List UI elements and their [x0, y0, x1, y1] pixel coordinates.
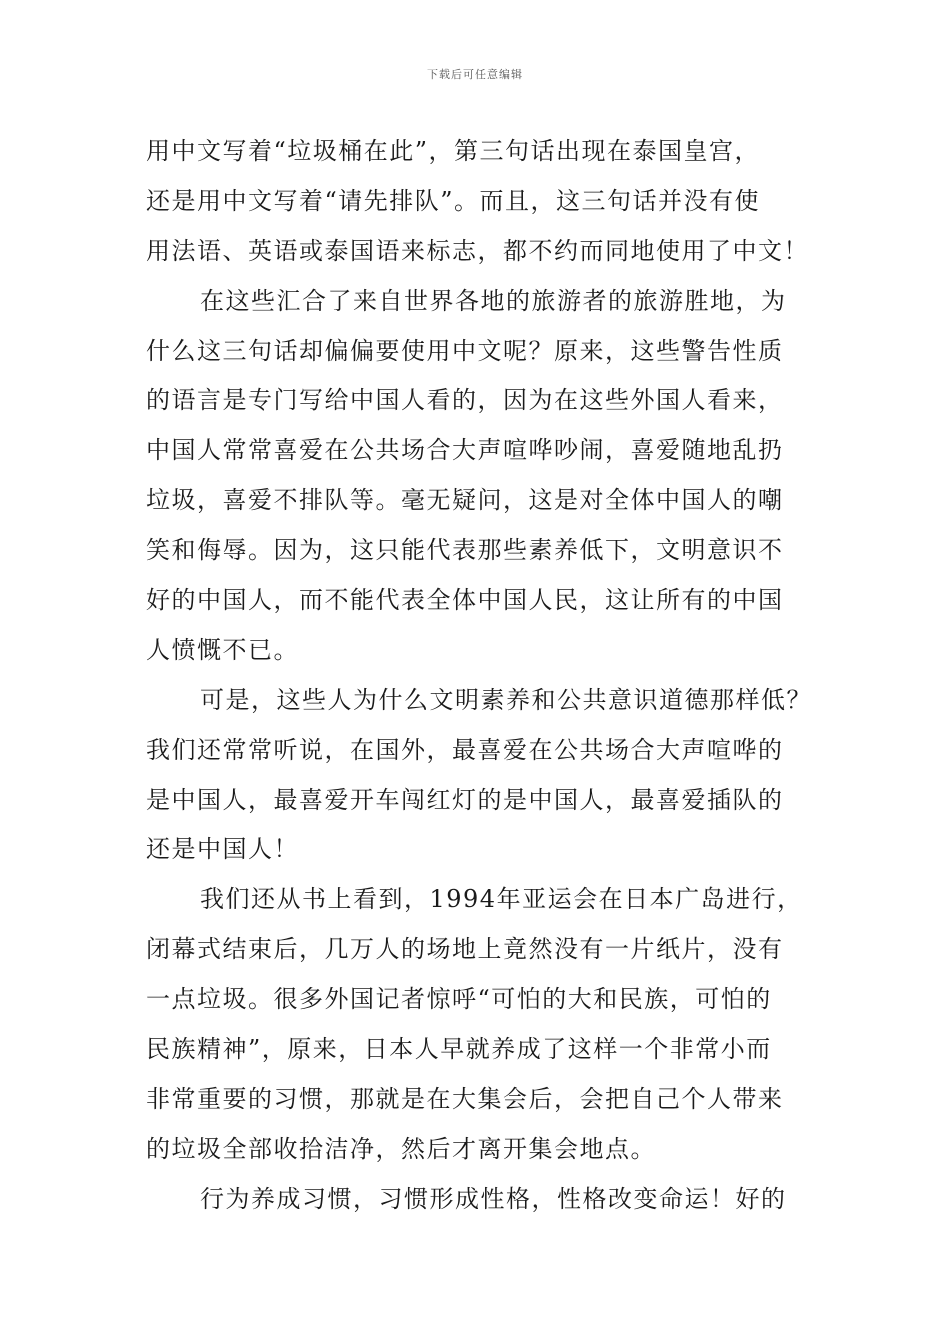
document-body [146, 127, 836, 1225]
text-line: 还是用中文写着“请先排队”。而且，这三句话并没有使 [146, 186, 761, 215]
text-line: 是中国人，最喜爱开车闯红灯的是中国人，最喜爱插队的 [146, 785, 784, 814]
text-line: 非常重要的习惯，那就是在大集会后，会把自己个人带来 [146, 1084, 784, 1113]
text-line: 一点垃圾。很多外国记者惊呼“可怕的大和民族，可怕的 [146, 985, 772, 1014]
text-line: 的垃圾全部收拾洁净，然后才离开集会地点。 [146, 1134, 656, 1163]
paragraph-first-line: 在这些汇合了来自世界各地的旅游者的旅游胜地，为 [200, 286, 787, 315]
text-line: 什么这三句话却偏偏要使用中文呢？原来，这些警告性质 [146, 336, 784, 365]
text-line: 还是中国人！ [146, 835, 299, 864]
text-line: 笑和侮辱。因为，这只能代表那些素养低下，文明意识不 [146, 536, 784, 565]
text-line: 垃圾，喜爱不排队等。毫无疑问，这是对全体中国人的嘲 [146, 486, 784, 515]
text-line: 闭幕式结束后，几万人的场地上竟然没有一片纸片，没有 [146, 935, 784, 964]
page-header: 下载后可任意编辑 [427, 68, 523, 81]
text-line: 民族精神”，原来，日本人早就养成了这样一个非常小而 [146, 1035, 772, 1064]
text-line: 的语言是专门写给中国人看的，因为在这些外国人看来， [146, 386, 784, 415]
text-line: 中国人常常喜爱在公共场合大声喧哗吵闹，喜爱随地乱扔 [146, 436, 784, 465]
text-line: 人愤慨不已。 [146, 635, 299, 664]
text-line: 好的中国人，而不能代表全体中国人民，这让所有的中国 [146, 586, 784, 615]
paragraph-first-line: 行为养成习惯，习惯形成性格，性格改变命运！好的 [200, 1184, 787, 1213]
text-line: 用中文写着“垃圾桶在此”，第三句话出现在泰国皇宫， [146, 137, 761, 165]
text-line: 我们还常常听说，在国外，最喜爱在公共场合大声喧哗的 [146, 735, 784, 764]
text-line: 用法语、英语或泰国语来标志，都不约而同地使用了中文！ [146, 236, 809, 265]
paragraph-first-line: 我们还从书上看到，1994年亚运会在日本广岛进行， [200, 885, 803, 914]
paragraph-first-line: 可是，这些人为什么文明素养和公共意识道德那样低？ [200, 685, 812, 714]
